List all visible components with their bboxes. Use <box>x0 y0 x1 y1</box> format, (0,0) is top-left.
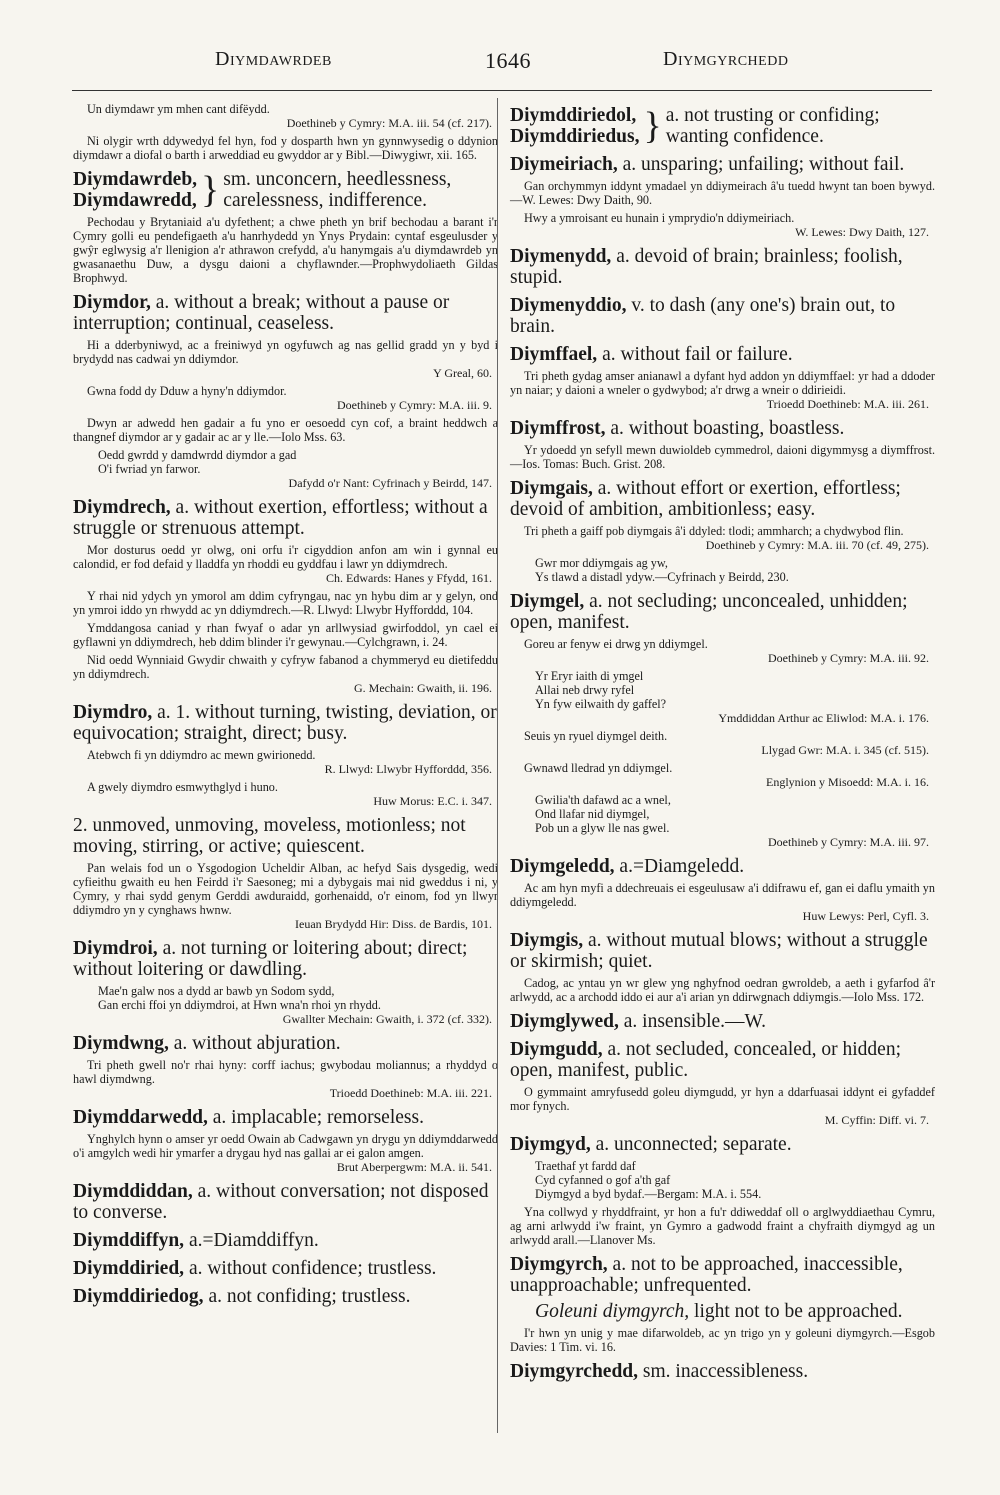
entry <box>510 856 935 877</box>
entry <box>510 930 935 972</box>
citation: Trioedd Doethineb: M.A. iii. 221. <box>329 1086 492 1100</box>
definition: 2. unmoved, unmoving, moveless, motionless; not moving, stirring, or active; quiescent. <box>73 815 466 857</box>
quotation: Ac am hyn myfi a ddechreuais ei esgeulusaw a'i ddifrawu ef, gan ei daflu ymaith yn ddiymgeledd. <box>510 881 935 909</box>
quotation: Tri pheth gwell no'r rhai hyny: corff iachus; gwybodau moliannus; a rhyddyd o hawl diymdwng. <box>73 1058 498 1086</box>
definition: a. unsparing; unfailing; without fail. <box>622 154 905 175</box>
quotation: Hwy a ymroisant eu hunain i ymprydio'n ddiymeiriach. <box>524 211 795 225</box>
verse-line: Gan erchi ffoi yn ddiymdroi, at Hwn wna'n rhoi yn rhydd. <box>98 998 381 1012</box>
citation: Doethineb y Cymry: M.A. iii. 70 (cf. 49, 275). <box>705 538 929 552</box>
citation: Trioedd Doethineb: M.A. iii. 261. <box>766 397 929 411</box>
verse-line: Diymgyd a byd bydaf.—Bergam: M.A. i. 554. <box>535 1187 762 1201</box>
entry <box>510 591 935 633</box>
brace: } <box>201 169 220 211</box>
header-rule <box>72 90 932 91</box>
headword: Diymddiried, <box>73 1258 185 1279</box>
left-column <box>73 98 498 1307</box>
definition-line: carelessness, indifference. <box>223 190 428 211</box>
definition: a. without exertion, effortless; without a struggle or strenuous attempt. <box>73 497 488 539</box>
entry <box>510 154 935 175</box>
definition: a. not secluding; unconcealed, unhidden; open, manifest. <box>510 591 908 633</box>
headword: Diymdwng, <box>73 1033 169 1054</box>
quotation: Yna collwyd y rhyddfraint, yr hon a fu'r ddiweddaf oll o arglwyddiaethau Cymru, ag arni arlwydd i'w fraint, yn Gymro a gadwodd fraint a chyfraith diymgyd ag un arlwydd arall.—Llanover Ms. <box>510 1205 935 1247</box>
headword: Diymenydd, <box>510 246 612 267</box>
quotation: A gwely diymdro esmwythglyd i huno. <box>87 780 278 794</box>
quotation: Ynghylch hynn o amser yr oedd Owain ab Cadwgawn yn drygu yn ddiymddarwedd o'i amgylch wedi hir ymarfer a drygau hyd nas gallai ar ei galon amgen. <box>73 1132 498 1160</box>
entry-pair <box>510 105 935 147</box>
definition-line: wanting confidence. <box>665 126 824 147</box>
headword: Diymenyddio, <box>510 295 627 316</box>
definition: a. unconnected; separate. <box>595 1134 792 1155</box>
verse-quotation <box>510 1159 935 1201</box>
definition: a. without a break; without a pause or interruption; continual, ceaseless. <box>73 292 450 334</box>
entry <box>510 1011 935 1032</box>
entry <box>73 1258 498 1279</box>
citation: Huw Lewys: Perl, Cyfl. 3. <box>802 909 929 923</box>
running-header <box>75 48 935 84</box>
entry <box>510 478 935 520</box>
citation: Gwallter Mechain: Gwaith, i. 372 (cf. 332). <box>282 1012 492 1026</box>
citation: Ch. Edwards: Hanes y Ffydd, 161. <box>326 571 492 585</box>
entry <box>73 292 498 334</box>
entry <box>510 1361 935 1382</box>
quotation: Tri pheth a gaiff pob diymgais â'i ddyled: tlodi; ammharch; a chydwybod flin. <box>524 524 904 538</box>
verse-line: Traethaf yt fardd daf <box>535 1159 636 1173</box>
headword: Diymffrost, <box>510 418 606 439</box>
headword: Diymgyrch, <box>510 1254 608 1275</box>
verse-line: Mae'n galw nos a dydd ar bawb yn Sodom sydd, <box>98 984 335 998</box>
entry <box>73 938 498 980</box>
quotation: Pan welais fod un o Ysgodogion Ucheldir Alban, ac hefyd Sais dysgedig, wedi cyfieithu gwaith eu hen Feirdd i'r Saesoneg; mi a dybygais mai nid gweddus i ni, y Cymry, y rhai sydd genym Gerddi awduraidd, gorhenaidd, o'r einom, fod yn llwyr ddiymdro yn y cynghaws hwnw. <box>73 861 498 917</box>
page-number: 1646 <box>485 48 531 73</box>
headword: Diymglywed, <box>510 1011 619 1032</box>
citation: Doethineb y Cymry: M.A. iii. 92. <box>768 651 929 665</box>
definition: a. not confiding; trustless. <box>208 1286 411 1307</box>
phrase-gloss: light not to be approached. <box>694 1301 903 1322</box>
entry <box>510 418 935 439</box>
entry <box>73 497 498 539</box>
quotation: Ymddangosa caniad y rhan fwyaf o adar yn arllwysiad gwirfoddol, yn cael ei gyflawni yn ddiymdrech, heb ddim blinder i'r gewynau.—Cylchgrawn, i. 24. <box>73 621 498 649</box>
quotation: Mor dosturus oedd yr olwg, oni orfu i'r cigyddion anfon am win i gynnal eu calondid, er fod defaid y lladdfa yn rhoddi eu gyddfau i lawr yn ddiymdrech. <box>73 543 498 571</box>
quotation: Hi a dderbyniwyd, ac a freiniwyd yn ogyfuwch ag nas gellid gradd yn y byd i brydydd nas cadwai yn ddiymdor. <box>73 338 498 366</box>
definition: a. without abjuration. <box>173 1033 341 1054</box>
citation: W. Lewes: Dwy Daith, 127. <box>795 225 929 239</box>
citation: R. Llwyd: Llwybr Hyfforddd, 356. <box>324 762 492 776</box>
verse-quotation <box>510 669 935 711</box>
headword: Diymddiriedog, <box>73 1286 204 1307</box>
headword: Diymgais, <box>510 478 593 499</box>
headword: Diymgeledd, <box>510 856 615 877</box>
verse-quotation <box>73 984 498 1012</box>
entry <box>73 1286 498 1307</box>
entry <box>510 246 935 288</box>
right-column <box>510 98 935 1382</box>
definition-line: a. not trusting or confiding; <box>665 105 880 126</box>
headword: Diymgis, <box>510 930 584 951</box>
verse-line: Gwilia'th dafawd ac a wnel, <box>535 793 671 807</box>
headword: Diymddarwedd, <box>73 1107 208 1128</box>
verse-line: Oedd gwrdd y damdwrdd diymdor a gad <box>98 448 297 462</box>
quotation: Seuis yn ryuel diymgel deith. <box>524 729 668 743</box>
quotation: O gymmaint amryfusedd goleu diymgudd, yr hyn a ddarfuasai iddynt ei gyfaddef mor fynych. <box>510 1085 935 1113</box>
quotation: Gwna fodd dy Dduw a hyny'n ddiymdor. <box>87 384 287 398</box>
verse-quotation <box>510 793 935 835</box>
citation: Y Greal, 60. <box>433 366 492 380</box>
definition: a. without conversation; not disposed to converse. <box>73 1181 489 1223</box>
header-right-guideword: Diymgyrchedd <box>663 48 789 70</box>
citation: Doethineb y Cymry: M.A. iii. 97. <box>768 835 929 849</box>
headword: Diymdrech, <box>73 497 171 518</box>
headword: Diymdro, <box>73 702 153 723</box>
header-left-guideword: Diymdawrdeb <box>215 48 332 70</box>
headword: Diymdawredd, <box>73 190 197 211</box>
definition: a. devoid of brain; brainless; foolish, stupid. <box>510 246 903 288</box>
entry <box>73 1033 498 1054</box>
quotation: Pechodau y Brytaniaid a'u dyfethent; a chwe pheth yn brif bechodau a barant i'r Cymry golli eu pendefigaeth a'u hanrhydedd yn Ynys Prydain: cyntaf esgeulusder y gwŷr eglwysig a'r llenigion a'r athrawon crefydd, a'u hanymgais a'u diymdawrdeb yn gwasanaethu Duw, a dysgu daioni a chyflawnder.—Prophwydoliaeth Gildas Brophwyd. <box>73 215 498 285</box>
quotation: I'r hwn yn unig y mae difarwoldeb, ac yn trigo yn y goleuni diymgyrch.—Esgob Davies: 1 Tim. vi. 16. <box>510 1326 935 1354</box>
entry <box>73 1181 498 1223</box>
quotation: Yr ydoedd yn sefyll mewn duwioldeb cymmedrol, daioni digymmysg a diymffrost.—Ios. Tomas: Buch. Grist. 208. <box>510 443 935 471</box>
verse-line: Cyd cyfanned o gof a'th gaf <box>535 1173 671 1187</box>
headword: Diymgudd, <box>510 1039 603 1060</box>
headword: Diymffael, <box>510 344 598 365</box>
definition: a. without fail or failure. <box>602 344 793 365</box>
definition: a.=Diamddiffyn. <box>188 1230 319 1251</box>
verse-line: Yn fyw eilwaith dy gaffel? <box>535 697 667 711</box>
entry <box>510 295 935 337</box>
citation: Englynion y Misoedd: M.A. i. 16. <box>765 775 929 789</box>
headword: Diymgyrchedd, <box>510 1361 639 1382</box>
definition: a. 1. without turning, twisting, deviation, or equivocation; straight, direct; busy. <box>73 702 497 744</box>
verse-line: Ond llafar nid diymgel, <box>535 807 650 821</box>
entry <box>510 344 935 365</box>
verse-quotation <box>73 448 498 476</box>
entry <box>73 702 498 744</box>
entry <box>510 1039 935 1081</box>
headword: Diymgel, <box>510 591 585 612</box>
citation: G. Mechain: Gwaith, ii. 196. <box>354 681 492 695</box>
definition <box>666 105 880 147</box>
definition: a. insensible.—W. <box>623 1011 767 1032</box>
definition: a. without confidence; trustless. <box>188 1258 437 1279</box>
entry <box>73 1107 498 1128</box>
headword: Diymeiriach, <box>510 154 618 175</box>
citation: Doethineb y Cymry: M.A. iii. 9. <box>337 398 492 412</box>
quotation: Goreu ar fenyw ei drwg yn ddiymgel. <box>524 637 708 651</box>
entry <box>73 815 498 857</box>
definition <box>223 169 451 211</box>
definition: a. implacable; remorseless. <box>212 1107 424 1128</box>
headword: Diymdor, <box>73 292 151 313</box>
headword: Diymddiriedol, <box>510 105 637 126</box>
definition: a. not turning or loitering about; direct; without loitering or dawdling. <box>73 938 468 980</box>
verse-line: O'i fwriad yn farwor. <box>98 462 201 476</box>
entry <box>510 1134 935 1155</box>
headword: Diymdawrdeb, <box>73 169 198 190</box>
headword-pair <box>510 105 639 147</box>
definition: a. without effort or exertion, effortless; devoid of ambition, ambitionless; easy. <box>510 478 901 520</box>
definition: a. without boasting, boastless. <box>610 418 845 439</box>
quotation: Ni olygir wrth ddywedyd fel hyn, fod y dosparth hwn yn gynnwysedig o ddynion diymdawr a diofal o barth i arweddiad eu gwyddor ar y Bibl.—Diwygiwr, xii. 165. <box>73 134 498 162</box>
headword: Diymgyd, <box>510 1134 591 1155</box>
definition: a. not secluded, concealed, or hidden; open, manifest, public. <box>510 1039 902 1081</box>
verse-line: Gwr mor ddiymgais ag yw, <box>535 556 668 570</box>
verse-line: Allai neb drwy ryfel <box>535 683 635 697</box>
citation: Brut Aberpergwm: M.A. ii. 541. <box>336 1160 492 1174</box>
definition: sm. inaccessibleness. <box>642 1361 809 1382</box>
citation: Ymddiddan Arthur ac Eliwlod: M.A. i. 176. <box>718 711 929 725</box>
citation: Doethineb y Cymry: M.A. iii. 54 (cf. 217). <box>286 116 492 130</box>
verse-line: Pob un a glyw lle nas gwel. <box>535 821 670 835</box>
entry <box>73 1230 498 1251</box>
verse-line: Ys tlawd a distadl ydyw.—Cyfrinach y Beirdd, 230. <box>535 570 789 584</box>
citation: Ieuan Brydydd Hir: Diss. de Bardis, 101. <box>295 917 492 931</box>
headword-pair <box>73 169 197 211</box>
headword: Diymddiriedus, <box>510 126 640 147</box>
quotation: Gwnawd lledrad yn ddiymgel. <box>524 761 673 775</box>
headword: Diymddiddan, <box>73 1181 193 1202</box>
citation: Dafydd o'r Nant: Cyfrinach y Beirdd, 147. <box>288 476 492 490</box>
phrase: Goleuni diymgyrch, <box>535 1301 690 1322</box>
definition: a. not to be approached, inaccessible, unapproachable; unfrequented. <box>510 1254 903 1296</box>
quotation: Tri pheth gydag amser anianawl a dyfant hyd addon yn ddiymffael: yr had a ddoder yn naiar; y daioni a wneler o gydwybod; a'r drwg a wneir o ddirieidi. <box>510 369 935 397</box>
entry-pair <box>73 169 498 211</box>
quotation: Gan orchymmyn iddynt ymadael yn ddiymeirach â'u tuedd hwynt tan boen bywyd.—W. Lewes: Dwy Daith, 90. <box>510 179 935 207</box>
column-divider <box>497 98 498 1433</box>
brace: } <box>643 105 662 147</box>
definition: a. without mutual blows; without a struggle or skirmish; quiet. <box>510 930 928 972</box>
quotation: Dwyn ar adwedd hen gadair a fu yno er oesoedd cyn cof, a braint heddwch a thangnef diymdor ar y gadair ac ar y lle.—Iolo Mss. 63. <box>73 416 498 444</box>
phrase-example <box>510 1301 935 1322</box>
definition: v. to dash (any one's) brain out, to brain. <box>510 295 896 337</box>
verse-quotation <box>510 556 935 584</box>
citation: Huw Morus: E.C. i. 347. <box>373 794 492 808</box>
definition: a.=Diamgeledd. <box>619 856 745 877</box>
headword: Diymddiffyn, <box>73 1230 185 1251</box>
quotation: Y rhai nid ydych yn ymorol am ddim cyfryngau, nac yn hybu dim ar y gelyn, ond yn ymroi iddo yn rhwydd ac yn ddiymdrech.—R. Llwyd: Llwybr Hyfforddd, 104. <box>73 589 498 617</box>
quotation: Atebwch fi yn ddiymdro ac mewn gwirionedd. <box>87 748 316 762</box>
entry <box>510 1254 935 1296</box>
quotation: Cadog, ac yntau yn wr glew yng nghyfnod oedran gwroldeb, a aeth i gyfarfod â'r arlwydd, ac a archodd iddo ei aur a'i arian yn ddirwgnach ddiymgis.—Iolo Mss. 172. <box>510 976 935 1004</box>
quotation: Nid oedd Wynniaid Gwydir chwaith y cyfryw fabanod a chymmeryd eu dietifeddu yn ddiymdrech. <box>73 653 498 681</box>
citation: Llygad Gwr: M.A. i. 345 (cf. 515). <box>761 743 929 757</box>
quotation: Un diymdawr ym mhen cant difëydd. <box>87 102 270 116</box>
verse-line: Yr Eryr iaith di ymgel <box>535 669 644 683</box>
definition-line: sm. unconcern, heedlessness, <box>223 169 452 190</box>
headword: Diymdroi, <box>73 938 158 959</box>
citation: M. Cyffin: Diff. vi. 7. <box>824 1113 929 1127</box>
